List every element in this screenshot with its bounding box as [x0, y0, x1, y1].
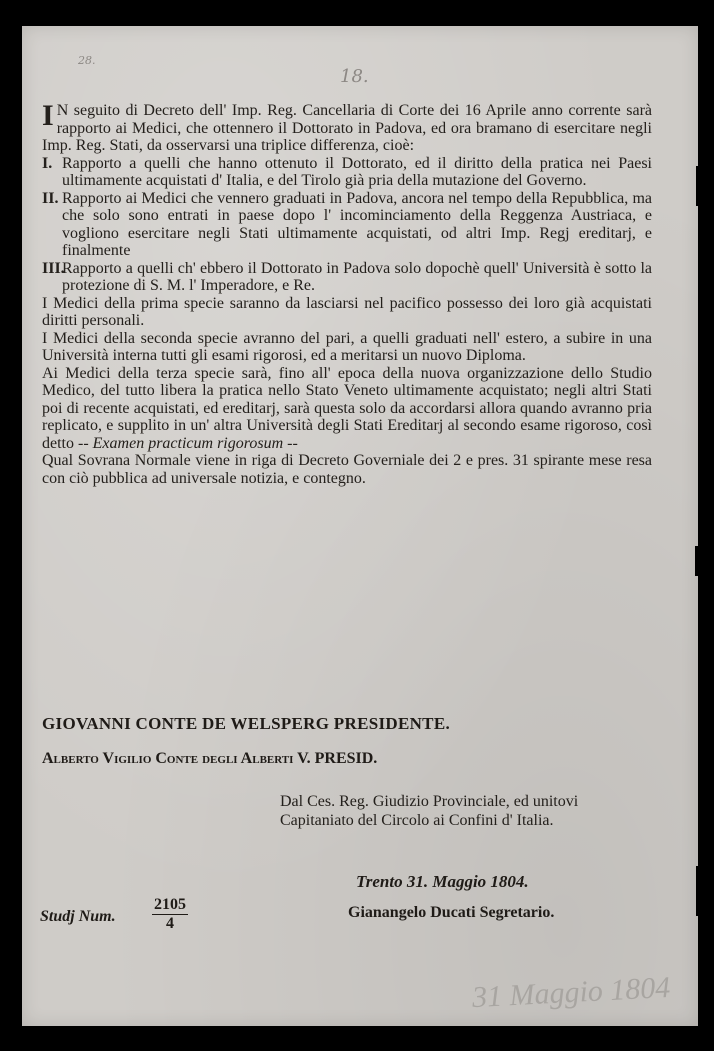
document-sheet [22, 26, 698, 1026]
secretary-signature: Gianangelo Ducati Segretario. [348, 904, 555, 921]
paper-edge-tear [695, 546, 700, 576]
item-text: Rapporto a quelli ch' ebbero il Dottorato in Padova solo dopochè quell' Università è sotto la protezione di S. M. l' Imperadore, e Re. [62, 259, 652, 294]
decree-body [42, 99, 652, 487]
place-date: Trento 31. Maggio 1804. [356, 872, 529, 891]
intro-paragraph [42, 99, 652, 155]
pencil-note-top-left: 28. [78, 54, 96, 67]
item-number: I. [42, 154, 53, 172]
third-species-end: -- [287, 434, 298, 452]
signature-vice-president: Alberto Vigilio Conte degli Alberti V. PRESID. [42, 750, 378, 767]
item-number: II. [42, 189, 59, 207]
first-species-paragraph: I Medici della prima specie saranno da lasciarsi nel pacifico possesso dei loro già acquistati diritti personali. [42, 294, 652, 329]
studj-label: Studj Num. [40, 908, 116, 925]
list-item [42, 190, 652, 260]
item-number: III. [42, 259, 65, 277]
item-text: Rapporto ai Medici che vennero graduati in Padova, ancora nel tempo della Repubblica, ma che solo sono entrati in paese dopo l' incominciamento della Reggenza Austriaca, e vogliono esercitare negli Stati ultimamente acquistati, od altri Imp. Regj ereditarj, e finalmente [62, 189, 652, 259]
signature-president: GIOVANNI CONTE DE WELSPERG PRESIDENTE. [42, 714, 451, 733]
dropcap: I [42, 99, 54, 132]
third-species-text: Ai Medici della terza specie sarà, fino all' epoca della nuova organizzazione dello Studio Medico, del tutto libera la pratica nello Stato Veneto ultimamente acquistato; negli altri Stati poi di recente acquistati, ed ereditarj, sarà questa solo da accordarsi allora quando avranno pria replicato, e supplito in un' altra Università degli Stati Ereditarj al secondo esame rigoroso, così detto -- [42, 364, 652, 452]
list-item [42, 155, 652, 190]
studj-numerator: 2105 [154, 896, 186, 913]
list-item [42, 260, 652, 295]
studj-number-fraction [152, 896, 188, 933]
court-issuer: Dal Ces. Reg. Giudizio Provinciale, ed unitovi Capitaniato del Circolo ai Confini d' Italia. [280, 793, 579, 829]
latin-exam-title: Examen practicum rigorosum [92, 434, 284, 452]
paper-edge-tear [696, 166, 700, 206]
intro-text: N seguito di Decreto dell' Imp. Reg. Cancellaria di Corte dei 16 Aprile anno corrente sarà rapporto ai Medici, che ottennero il Dottorato in Padova, ed ora bramano di esercitare negli Imp. Reg. Stati, da osservarsi una triplice differenza, cioè: [42, 102, 652, 154]
handwritten-date-note: 31 Maggio 1804 [471, 970, 672, 1015]
pencil-note-top-center: 18. [340, 66, 369, 87]
studj-denominator: 4 [166, 915, 174, 932]
item-text: Rapporto a quelli che hanno ottenuto il Dottorato, ed il diritto della pratica nei Paesi ultimamente acquistati d' Italia, e del Tirolo già pria della mutazione del Governo. [62, 154, 652, 189]
third-species-paragraph [42, 365, 652, 453]
second-species-paragraph: I Medici della seconda specie avranno del pari, a quelli graduati nell' estero, a subire in una Università interna tutti gli esami rigorosi, ed a meritarsi un nuovo Diploma. [42, 329, 652, 364]
paper-edge-tear [696, 866, 700, 916]
closing-paragraph: Qual Sovrana Normale viene in riga di Decreto Governiale dei 2 e pres. 31 spirante mese resa con ciò pubblica ad universale notizia, e contegno. [42, 452, 652, 487]
